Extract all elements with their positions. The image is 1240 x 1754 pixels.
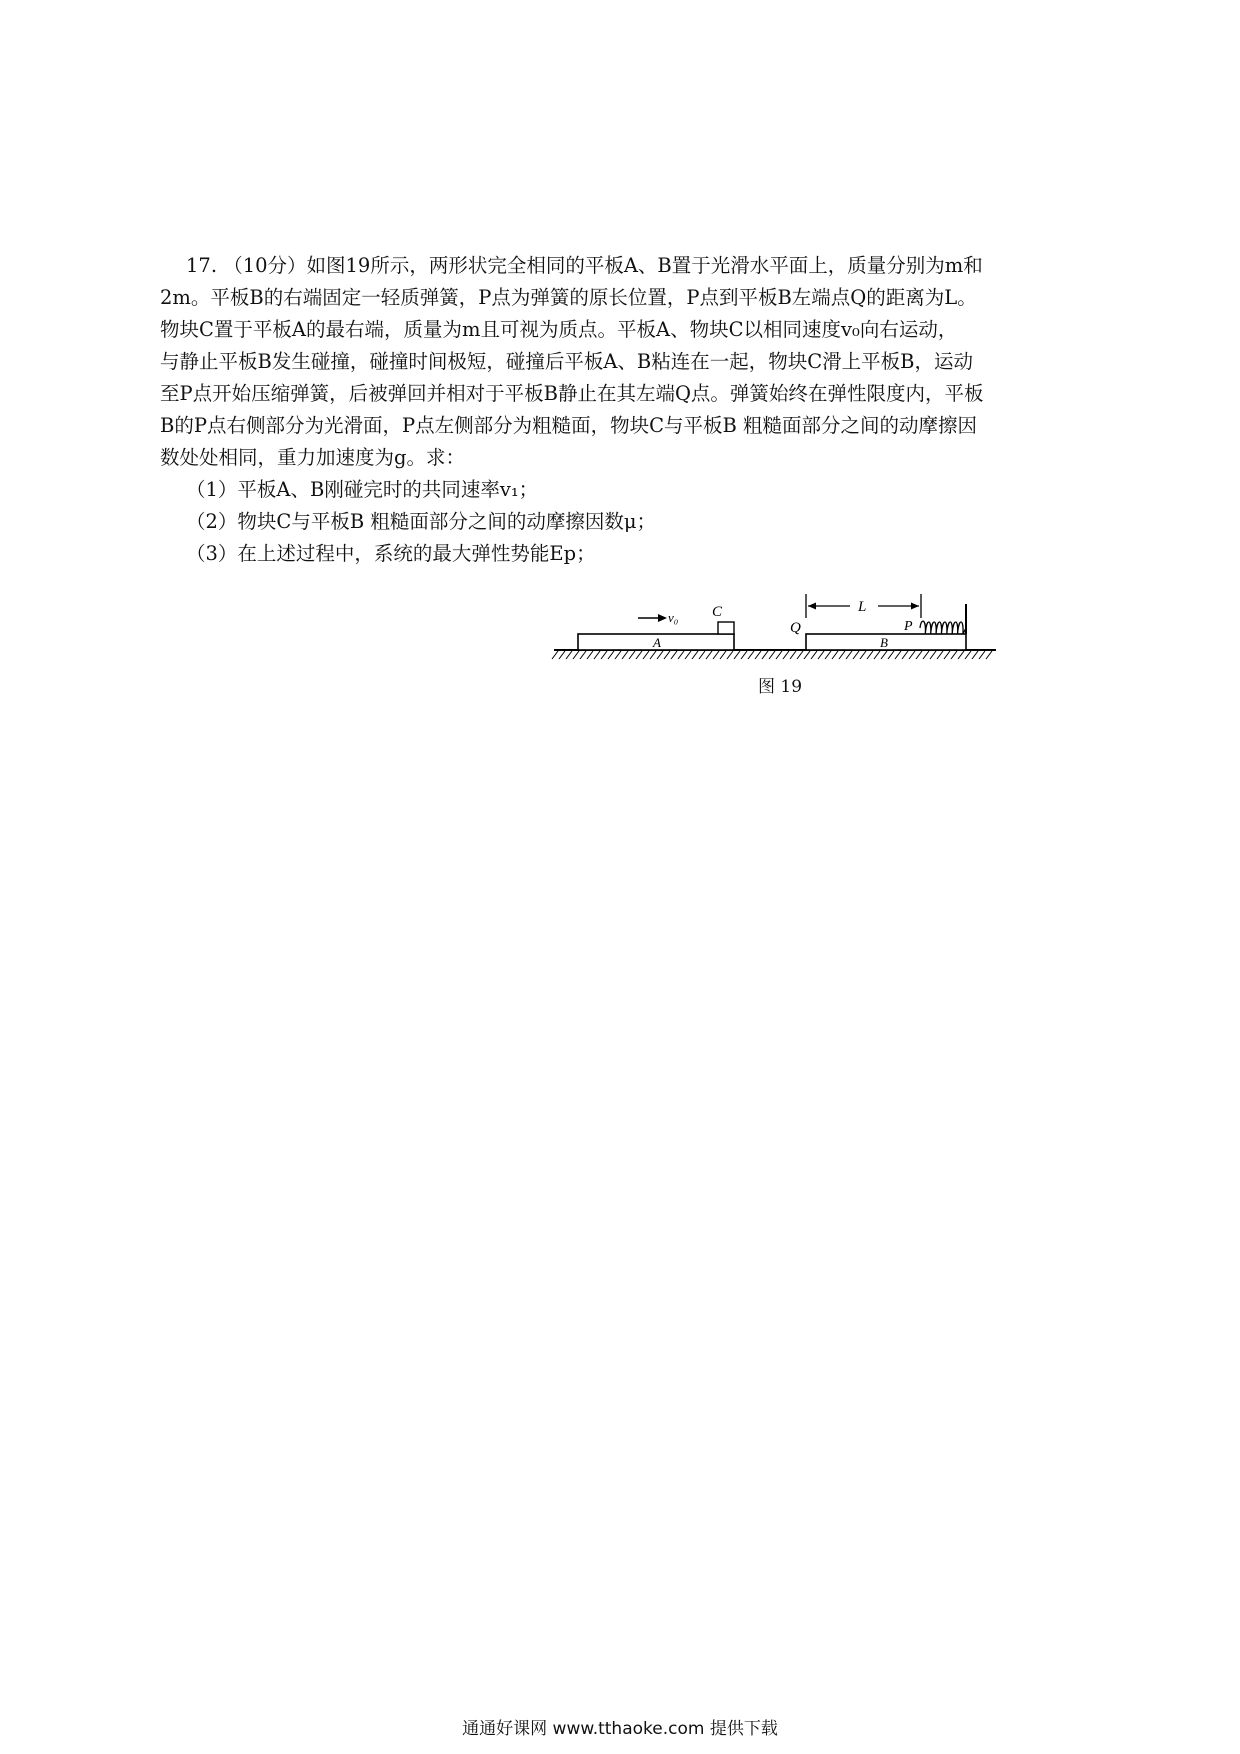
label-b: B — [880, 635, 888, 650]
hatch-stroke — [622, 651, 628, 659]
hatch-stroke — [818, 651, 824, 659]
hatch-stroke — [769, 651, 775, 659]
hatch-stroke — [888, 651, 894, 659]
label-l: L — [858, 599, 867, 615]
hatch-stroke — [699, 651, 705, 659]
spring — [920, 621, 966, 634]
hatch-stroke — [580, 651, 586, 659]
problem-line: 与静止平板B发生碰撞，碰撞时间极短，碰撞后平板A、B粘连在一起，物块C滑上平板B，运动 — [160, 350, 973, 373]
figure-19-diagram — [550, 580, 1000, 670]
velocity-arrowhead — [658, 614, 667, 622]
hatch-stroke — [587, 651, 593, 659]
hatch-stroke — [867, 651, 873, 659]
hatch-stroke — [804, 651, 810, 659]
hatch-stroke — [811, 651, 817, 659]
hatch-stroke — [944, 651, 950, 659]
label-a: A — [653, 635, 661, 650]
hatch-stroke — [776, 651, 782, 659]
hatch-stroke — [986, 651, 992, 659]
figure-caption: 图 19 — [758, 677, 803, 697]
hatch-stroke — [965, 651, 971, 659]
hatch-stroke — [832, 651, 838, 659]
hatch-stroke — [650, 651, 656, 659]
hatch-stroke — [636, 651, 642, 659]
block-c — [718, 622, 734, 634]
hatch-stroke — [601, 651, 607, 659]
ground-hatching — [552, 651, 992, 659]
hatch-stroke — [559, 651, 565, 659]
hatch-stroke — [839, 651, 845, 659]
hatch-stroke — [566, 651, 572, 659]
hatch-stroke — [790, 651, 796, 659]
hatch-stroke — [923, 651, 929, 659]
hatch-stroke — [930, 651, 936, 659]
hatch-stroke — [846, 651, 852, 659]
footer-credit: 通通好课网 www.tthaoke.com 提供下载 — [462, 1719, 778, 1739]
hatch-stroke — [874, 651, 880, 659]
question-3: （3）在上述过程中，系统的最大弹性势能Ep； — [186, 542, 596, 565]
problem-line: 17. （10分）如图19所示，两形状完全相同的平板A、B置于光滑水平面上，质量分别为m和 — [186, 254, 983, 277]
hatch-stroke — [797, 651, 803, 659]
hatch-stroke — [748, 651, 754, 659]
question-1: （1）平板A、B刚碰完时的共同速率v₁； — [186, 478, 539, 501]
hatch-stroke — [951, 651, 957, 659]
hatch-stroke — [706, 651, 712, 659]
hatch-stroke — [734, 651, 740, 659]
hatch-stroke — [608, 651, 614, 659]
hatch-stroke — [979, 651, 985, 659]
label-q: Q — [790, 620, 801, 636]
hatch-stroke — [573, 651, 579, 659]
hatch-stroke — [916, 651, 922, 659]
dimension-arrowhead-left — [808, 603, 816, 610]
problem-line: 2m。平板B的右端固定一轻质弹簧，P点为弹簧的原长位置，P点到平板B左端点Q的距离为L。 — [160, 286, 977, 309]
hatch-stroke — [643, 651, 649, 659]
hatch-stroke — [881, 651, 887, 659]
label-p: P — [904, 619, 913, 634]
hatch-stroke — [972, 651, 978, 659]
hatch-stroke — [727, 651, 733, 659]
hatch-stroke — [594, 651, 600, 659]
hatch-stroke — [629, 651, 635, 659]
hatch-stroke — [825, 651, 831, 659]
hatch-stroke — [657, 651, 663, 659]
hatch-stroke — [720, 651, 726, 659]
hatch-stroke — [783, 651, 789, 659]
hatch-stroke — [755, 651, 761, 659]
hatch-stroke — [552, 651, 558, 659]
dimension-arrowhead-right — [911, 603, 919, 610]
hatch-stroke — [678, 651, 684, 659]
hatch-stroke — [692, 651, 698, 659]
hatch-stroke — [671, 651, 677, 659]
hatch-stroke — [713, 651, 719, 659]
question-2: （2）物块C与平板B 粗糙面部分之间的动摩擦因数μ； — [186, 510, 657, 533]
hatch-stroke — [937, 651, 943, 659]
hatch-stroke — [762, 651, 768, 659]
hatch-stroke — [741, 651, 747, 659]
label-c: C — [712, 604, 723, 620]
problem-line: 至P点开始压缩弹簧，后被弹回并相对于平板B静止在其左端Q点。弹簧始终在弹性限度内，平板 — [160, 382, 984, 405]
hatch-stroke — [615, 651, 621, 659]
label-v0: v₀ — [668, 610, 679, 625]
hatch-stroke — [685, 651, 691, 659]
hatch-stroke — [895, 651, 901, 659]
hatch-stroke — [909, 651, 915, 659]
problem-line: 物块C置于平板A的最右端，质量为m且可视为质点。平板A、物块C以相同速度v₀向右运动， — [160, 318, 958, 341]
hatch-stroke — [853, 651, 859, 659]
hatch-stroke — [860, 651, 866, 659]
problem-line: 数处处相同，重力加速度为g。求： — [160, 446, 465, 469]
hatch-stroke — [958, 651, 964, 659]
hatch-stroke — [902, 651, 908, 659]
problem-line: B的P点右侧部分为光滑面，P点左侧部分为粗糙面，物块C与平板B 粗糙面部分之间的动摩擦因 — [160, 414, 978, 437]
hatch-stroke — [664, 651, 670, 659]
